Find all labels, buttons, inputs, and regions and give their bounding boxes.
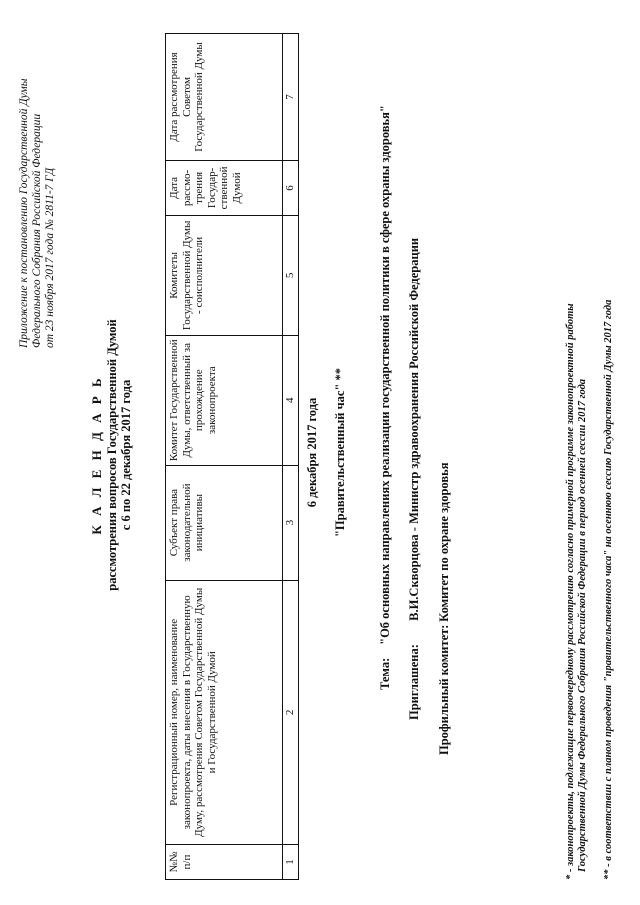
invited-row: [407, 238, 422, 720]
appendix-line-1: Приложение к постановлению Государственной Думы: [18, 78, 30, 348]
session-date: 6 декабря 2017 года: [305, 397, 319, 508]
header-cell-co-committees: Комитеты Государственной Думы - соисполнители: [166, 215, 283, 335]
calendar-title: [90, 155, 134, 755]
calendar-subtitle: рассмотрения вопросов Государственной Думой: [104, 319, 119, 591]
invited-label: Приглашена:: [407, 644, 421, 720]
appendix-line-2: Федерального Собрания Российской Федерации: [31, 113, 43, 348]
table-header-row: [166, 34, 283, 880]
column-number: 2: [283, 580, 299, 844]
footnote-2: ** - в соответствии с планом проведения "правительственного часа" на осеннюю сессию Государственной Думы 2017 года: [603, 299, 614, 880]
footnote-1: [565, 20, 589, 880]
footnote-1-line-2: Государственной Думы Федерального Собрания Российской Федерации в период осенней сессии 2017 года: [577, 378, 588, 872]
committee-row: [437, 463, 452, 755]
header-cell-initiator: Субъект права законодательной инициативы: [166, 465, 283, 580]
header-cell-council-date: Дата рассмотрения Советом Государственной Думы: [166, 34, 283, 161]
government-hour-title: "Правительственный час" **: [333, 367, 347, 538]
committee-label: Профильный комитет:: [437, 624, 451, 755]
column-number: 5: [283, 215, 299, 335]
column-number: 4: [283, 335, 299, 465]
header-cell-number: №№ п/п: [166, 845, 283, 880]
committee-value: Комитет по охране здоровья: [437, 462, 451, 622]
appendix-note: [18, 8, 57, 348]
calendar-period: с 6 по 22 декабря 2017 года: [119, 379, 133, 531]
table-number-row: [283, 34, 299, 880]
calendar-heading: К А Л Е Н Д А Р Ь: [89, 375, 104, 535]
footnote-1-line-1: * - законопроекты, подлежащие первоочередному рассмотрению согласно примерной программе законопроектной работы: [565, 303, 576, 880]
column-number: 6: [283, 160, 299, 215]
calendar-table: [165, 33, 299, 880]
header-cell-bill: Регистрационный номер, наименование законопроекта, даты внесения в Государственную Думу, рассмотрения Советом Государственной Думы и Государственной Думой: [166, 580, 283, 844]
column-number: 7: [283, 34, 299, 161]
appendix-line-3: от 23 ноября 2017 года № 2811-7 ГД: [44, 167, 56, 348]
topic-label: Тема:: [378, 657, 392, 690]
invited-value: В.И.Скворцова - Министр здравоохранения Российской Федерации: [407, 237, 421, 621]
topic-row: [378, 105, 393, 690]
column-number: 3: [283, 465, 299, 580]
header-cell-duma-date: Дата рассмо-трения Государ-ственной Думой: [166, 160, 283, 215]
column-number: 1: [283, 845, 299, 880]
topic-value: "Об основных направлениях реализации государственной политики в сфере охраны здоровья": [378, 105, 392, 645]
header-cell-responsible-committee: Комитет Государственной Думы, ответственный за прохождение законопроекта: [166, 335, 283, 465]
